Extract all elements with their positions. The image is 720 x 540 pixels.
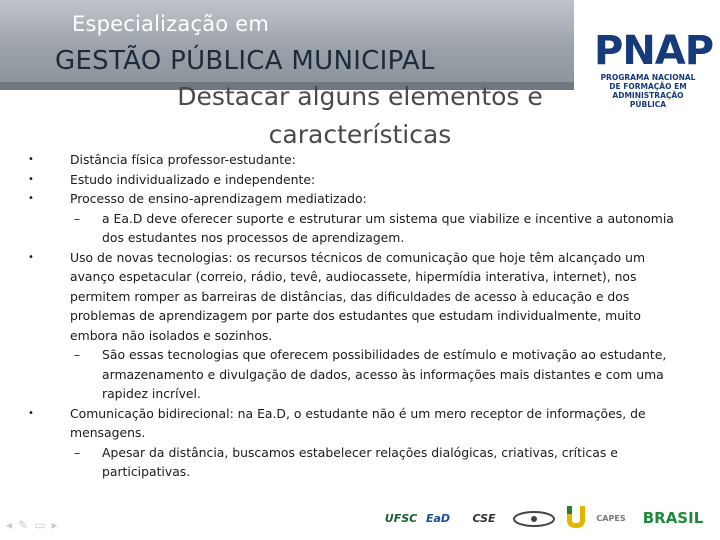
pnap-logo: PNAP [594, 28, 714, 74]
slide-nav-controls[interactable] [6, 518, 63, 532]
header-subtitle: Especialização em [72, 12, 269, 36]
slide-title: Destacar alguns elementos e características [177, 82, 543, 149]
bullet-text: Estudo individualizado e independente: [70, 171, 316, 187]
bullet-item [28, 170, 678, 190]
cse-logo: CSE [472, 511, 496, 525]
ufsc-logo: UFSC [384, 511, 418, 525]
bullet-dot-icon: • [28, 407, 34, 419]
bullet-text: Processo de ensino-aprendizagem mediatizado: [70, 191, 367, 206]
bullet-dot-icon: • [28, 193, 34, 204]
menu-icon[interactable]: ▭ [34, 518, 52, 532]
dash-icon: – [74, 444, 81, 460]
bullet-item [28, 150, 678, 170]
pen-icon[interactable]: ✎ [18, 518, 35, 532]
sub-bullet-text: Apesar da distância, buscamos estabelecer relações dialógicas, criativas, críticas e participativas. [102, 444, 618, 479]
pnap-logo-tagline: PROGRAMA NACIONAL DE FORMAÇÃO EM ADMINISTRAÇÃO PÚBLICA [600, 73, 696, 109]
sub-bullet-item [28, 209, 678, 248]
prev-slide-icon[interactable]: ◂ [6, 518, 19, 532]
sub-bullet-item [28, 345, 678, 404]
bullet-text: Comunicação bidirecional: na Ea.D, o estudante não é um mero receptor de informações, de mensagens. [70, 405, 646, 440]
bullet-dot-icon: • [28, 251, 34, 263]
brasil-logo: BRASIL [642, 509, 704, 527]
capes-logo: CAPES [596, 513, 626, 523]
header-title: GESTÃO PÚBLICA MUNICIPAL [55, 46, 435, 76]
sub-bullet-text: São essas tecnologias que oferecem possibilidades de estímulo e motivação ao estudante, armazenamento e divulgação de dados, acesso às informações mais distantes e com uma rapidez incrível. [102, 347, 667, 401]
dash-icon: – [74, 347, 81, 362]
sub-bullet-text: a Ea.D deve oferecer suporte e estruturar um sistema que viabilize e incentive a autonomia dos estudantes nos processos de aprendizagem. [102, 210, 674, 245]
slide-footer [0, 496, 720, 540]
bullet-text: Uso de novas tecnologias: os recursos técnicos de comunicação que hoje têm alcançado um avanço espetacular (correio, rádio, tevê, audiocassete, hipermídia interativa, internet), nos permitem romper as barreiras de distâncias, das dificuldades de acesso à educação e dos problemas de aprendizagem por parte dos estudantes que estudam individualmente, muito embora não isolados e sozinhos. [70, 249, 646, 343]
bullet-dot-icon: • [28, 173, 34, 185]
ead-logo: EaD [425, 511, 451, 525]
next-slide-icon[interactable]: ▸ [51, 518, 64, 532]
u-logo-icon [564, 504, 588, 530]
bullet-item [28, 248, 678, 346]
bullet-dot-icon: • [28, 154, 34, 165]
sub-bullet-item [28, 443, 678, 482]
bullet-text: Distância física professor-estudante: [70, 152, 296, 167]
dash-icon: – [74, 210, 81, 226]
bullet-list [28, 150, 678, 482]
bullet-item [28, 404, 678, 443]
bullet-item [28, 189, 678, 209]
eye-logo-icon [512, 510, 556, 528]
